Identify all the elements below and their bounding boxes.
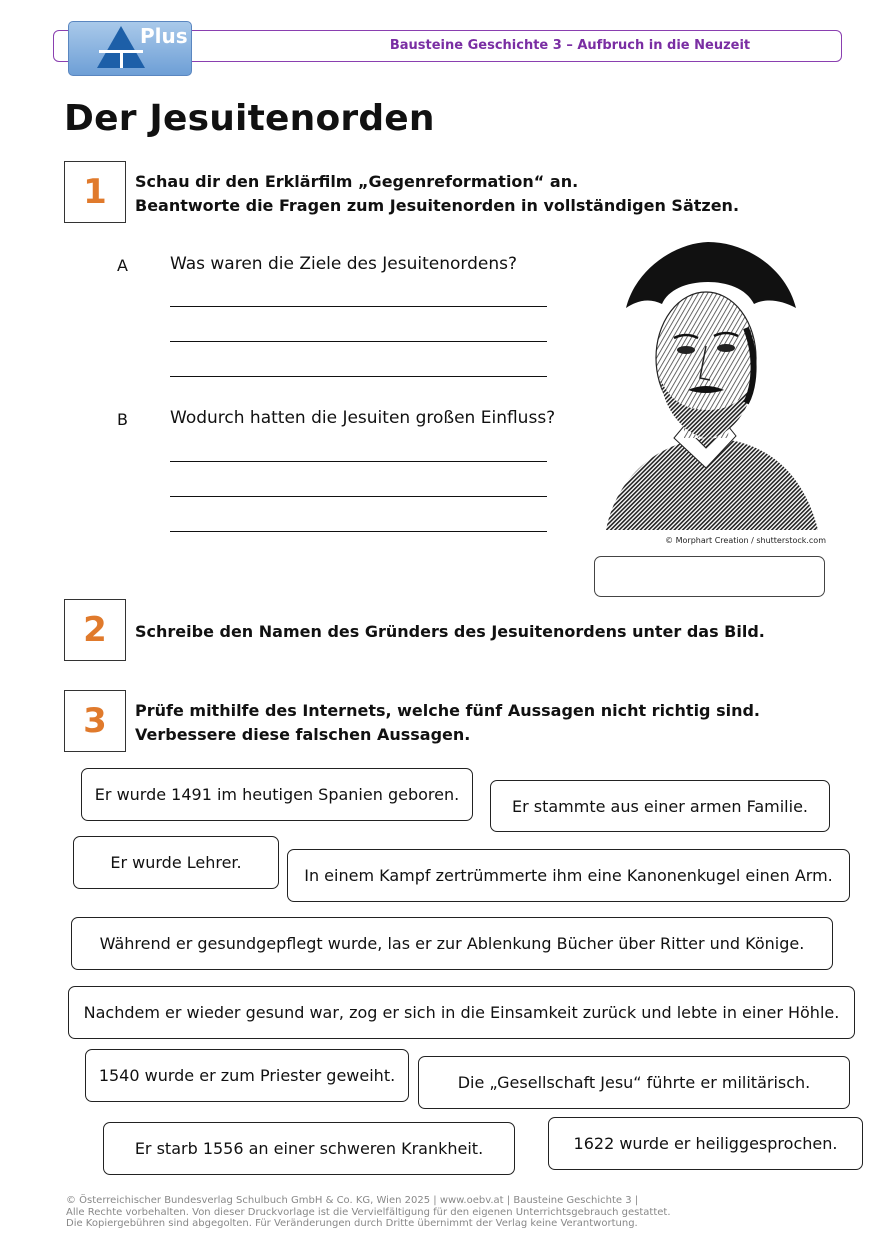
- statement-card[interactable]: Er wurde Lehrer.: [73, 836, 279, 889]
- footer-line-2: Alle Rechte vorbehalten. Von dieser Druckvorlage ist die Vervielfältigung für den eigenen Unterrichtsgebrauch gestattet.: [66, 1206, 671, 1218]
- task-3-line-1: Prüfe mithilfe des Internets, welche fünf Aussagen nicht richtig sind.: [135, 701, 761, 720]
- statement-card[interactable]: Er stammte aus einer armen Familie.: [490, 780, 830, 832]
- founder-name-field[interactable]: [594, 556, 825, 597]
- footer-series: | Bausteine Geschichte 3 |: [506, 1195, 639, 1206]
- question-b-text: Wodurch hatten die Jesuiten großen Einfluss?: [170, 408, 556, 428]
- answer-line[interactable]: [170, 531, 547, 532]
- footer-copyright: © Österreichischer Bundesverlag Schulbuch GmbH & Co. KG, Wien 2025 |: [66, 1195, 437, 1206]
- task-number-3: 3: [64, 690, 126, 752]
- task-2-instruction: Schreibe den Namen des Gründers des Jesuitenordens unter das Bild.: [135, 622, 765, 641]
- answer-line[interactable]: [170, 306, 547, 307]
- statement-card[interactable]: Während er gesundgepflegt wurde, las er zur Ablenkung Bücher über Ritter und Könige.: [71, 917, 833, 970]
- answer-line[interactable]: [170, 341, 547, 342]
- portrait-engraving-icon: [596, 238, 823, 530]
- statement-card[interactable]: Nachdem er wieder gesund war, zog er sich in die Einsamkeit zurück und lebte in einer Höhle.: [68, 986, 855, 1039]
- task-1-instruction: [135, 170, 739, 218]
- image-credit: © Morphart Creation / shutterstock.com: [665, 536, 826, 545]
- task-1-line-2: Beantworte die Fragen zum Jesuitenorden in vollständigen Sätzen.: [135, 196, 740, 215]
- statement-card[interactable]: 1540 wurde er zum Priester geweiht.: [85, 1049, 409, 1102]
- answer-line[interactable]: [170, 496, 547, 497]
- statement-card[interactable]: Die „Gesellschaft Jesu“ führte er militärisch.: [418, 1056, 850, 1109]
- question-b-letter: B: [117, 410, 128, 429]
- logo-text: Plus: [140, 24, 188, 48]
- task-3-line-2: Verbessere diese falschen Aussagen.: [135, 725, 471, 744]
- answer-line[interactable]: [170, 461, 547, 462]
- answer-line[interactable]: [170, 376, 547, 377]
- question-a-letter: A: [117, 256, 128, 275]
- statement-card[interactable]: In einem Kampf zertrümmerte ihm eine Kanonenkugel einen Arm.: [287, 849, 850, 902]
- task-3-instruction: [135, 699, 760, 747]
- footer-line-3: Die Kopiergebühren sind abgegolten. Für Veränderungen durch Dritte übernimmt der Verlag keine Verantwortung.: [66, 1218, 638, 1229]
- statement-card[interactable]: 1622 wurde er heiliggesprochen.: [548, 1117, 863, 1170]
- footer: [66, 1195, 671, 1230]
- publisher-link[interactable]: www.oebv.at: [439, 1195, 504, 1206]
- task-1-line-1: Schau dir den Erklärfilm „Gegenreformation“ an.: [135, 172, 579, 191]
- statement-card[interactable]: Er starb 1556 an einer schweren Krankheit.: [103, 1122, 515, 1175]
- statement-card[interactable]: Er wurde 1491 im heutigen Spanien geboren.: [81, 768, 473, 821]
- task-number-2: 2: [64, 599, 126, 661]
- task-number-1: 1: [64, 161, 126, 223]
- question-a-text: Was waren die Ziele des Jesuitenordens?: [170, 254, 517, 274]
- footer-line-1: [66, 1195, 671, 1207]
- page-title: Der Jesuitenorden: [64, 98, 435, 139]
- header-title: Bausteine Geschichte 3 – Aufbruch in die Neuzeit: [389, 38, 751, 53]
